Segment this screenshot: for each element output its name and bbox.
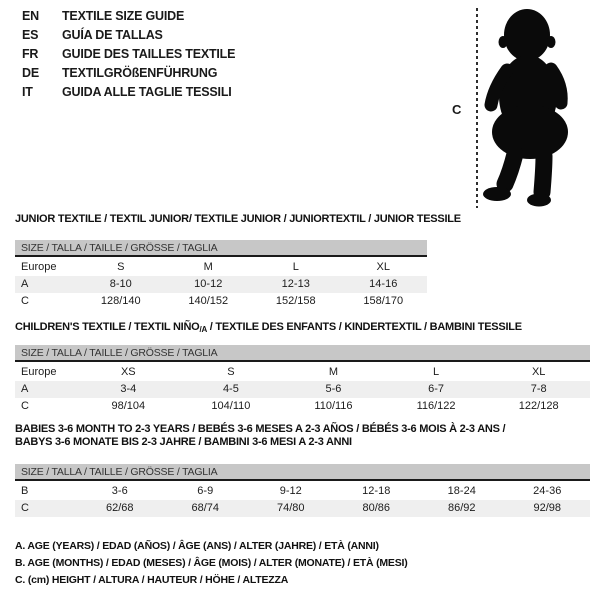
value-cell: 12-18 — [362, 485, 391, 497]
row-label-cell: C — [21, 502, 29, 514]
note-age-months: B. AGE (MONTHS) / EDAD (MESES) / ÂGE (MOIS) / ALTER (MONATE) / ETÀ (MESI) — [15, 557, 408, 569]
value-cell: 4-5 — [222, 383, 239, 395]
language-code: IT — [22, 85, 33, 99]
value-cell: 110/116 — [314, 400, 353, 412]
value-cell: 104/110 — [211, 400, 251, 412]
language-code: EN — [22, 9, 39, 23]
junior-size-header-bar: SIZE / TALLA / TAILLE / GRÖSSE / TAGLIA — [15, 240, 427, 257]
row-label-cell: C — [21, 400, 29, 412]
note-height-cm: C. (cm) HEIGHT / ALTURA / HAUTEUR / HÖHE / ALTEZZA — [15, 574, 289, 586]
value-cell: 152/158 — [275, 295, 316, 307]
value-cell: 10-12 — [194, 278, 223, 290]
value-cell: 86/92 — [447, 502, 476, 514]
value-cell: L — [292, 261, 299, 273]
value-cell: 24-36 — [533, 485, 562, 497]
value-cell: M — [328, 366, 339, 378]
value-cell: 6-7 — [428, 383, 445, 395]
language-row — [22, 7, 235, 26]
value-cell: 3-6 — [111, 485, 128, 497]
table-row — [15, 398, 590, 415]
children-size-table — [15, 364, 590, 415]
value-cell: 18-24 — [447, 485, 476, 497]
language-row — [22, 45, 235, 64]
children-title-text: / TEXTILE DES ENFANTS / KINDERTEXTIL / BAMBINI TESSILE — [206, 321, 522, 333]
table-row — [15, 276, 427, 293]
value-cell: 116/122 — [416, 400, 456, 412]
babies-size-table — [15, 483, 590, 517]
language-title: GUIDE DES TAILLES TEXTILE — [62, 47, 236, 61]
value-cell: 80/86 — [362, 502, 391, 514]
language-title: TEXTILE SIZE GUIDE — [62, 9, 185, 23]
value-cell: 9-12 — [279, 485, 302, 497]
value-cell: XL — [376, 261, 390, 273]
value-cell: 74/80 — [276, 502, 305, 514]
junior-section-title: JUNIOR TEXTILE / TEXTIL JUNIOR/ TEXTILE JUNIOR / JUNIORTEXTIL / JUNIOR TESSILE — [15, 213, 461, 225]
junior-size-table — [15, 259, 427, 310]
babies-section-title-line1: BABIES 3-6 MONTH TO 2-3 YEARS / BEBÉS 3-6 MESES A 2-3 AÑOS / BÉBÉS 3-6 MOIS À 2-3 ANS / — [15, 423, 506, 435]
language-code: FR — [22, 47, 39, 61]
value-cell: 122/128 — [518, 400, 559, 412]
baby-silhouette-icon — [482, 8, 588, 208]
value-cell: 92/98 — [533, 502, 562, 514]
row-label-cell: C — [21, 295, 29, 307]
value-cell: 8-10 — [109, 278, 132, 290]
value-cell: 158/170 — [363, 295, 404, 307]
language-row — [22, 64, 235, 83]
children-size-header-bar: SIZE / TALLA / TAILLE / GRÖSSE / TAGLIA — [15, 345, 590, 362]
children-title-subscript: /A — [199, 325, 207, 334]
row-label-cell: Europe — [21, 261, 57, 273]
table-row — [15, 483, 590, 500]
note-age-years: A. AGE (YEARS) / EDAD (AÑOS) / ÂGE (ANS) / ALTER (JAHRE) / ETÀ (ANNI) — [15, 540, 379, 552]
value-cell: S — [117, 261, 125, 273]
row-label-cell: A — [21, 278, 29, 290]
language-title: GUÍA DE TALLAS — [62, 28, 163, 42]
value-cell: 7-8 — [530, 383, 547, 395]
table-row — [15, 293, 427, 310]
table-row — [15, 500, 590, 517]
babies-section-title-line2: BABYS 3-6 MONATE BIS 2-3 JAHRE / BAMBINI 3-6 MESI A 2-3 ANNI — [15, 436, 352, 448]
row-label-cell: Europe — [21, 366, 57, 378]
value-cell: 98/104 — [111, 400, 146, 412]
value-cell: 12-13 — [281, 278, 310, 290]
language-title-list — [22, 7, 235, 102]
legend-notes — [15, 538, 408, 589]
row-label-cell: A — [21, 383, 29, 395]
children-title-text: CHILDREN'S TEXTILE / TEXTIL NIÑO — [15, 321, 200, 333]
children-section-title — [15, 321, 522, 336]
language-title: GUIDA ALLE TAGLIE TESSILI — [62, 85, 232, 99]
value-cell: 128/140 — [100, 295, 141, 307]
language-row — [22, 26, 235, 45]
value-cell: XL — [531, 366, 546, 378]
value-cell: 68/74 — [191, 502, 220, 514]
language-title: TEXTILGRÖßENFÜHRUNG — [62, 66, 218, 80]
table-header-row — [15, 259, 427, 276]
language-code: ES — [22, 28, 39, 42]
value-cell: 5-6 — [325, 383, 342, 395]
language-row — [22, 83, 235, 102]
value-cell: XS — [120, 366, 136, 378]
value-cell: L — [433, 366, 440, 378]
row-label-cell: B — [21, 485, 29, 497]
value-cell: 14-16 — [369, 278, 398, 290]
table-header-row — [15, 364, 590, 381]
value-cell: M — [203, 261, 213, 273]
value-cell: 62/68 — [105, 502, 134, 514]
height-measure-dashed-line — [476, 8, 478, 208]
babies-size-header-bar: SIZE / TALLA / TAILLE / GRÖSSE / TAGLIA — [15, 464, 590, 481]
value-cell: 6-9 — [197, 485, 214, 497]
value-cell: 3-4 — [120, 383, 137, 395]
table-row — [15, 381, 590, 398]
height-measure-label: C — [452, 102, 462, 117]
language-code: DE — [22, 66, 39, 80]
value-cell: S — [227, 366, 235, 378]
value-cell: 140/152 — [188, 295, 229, 307]
